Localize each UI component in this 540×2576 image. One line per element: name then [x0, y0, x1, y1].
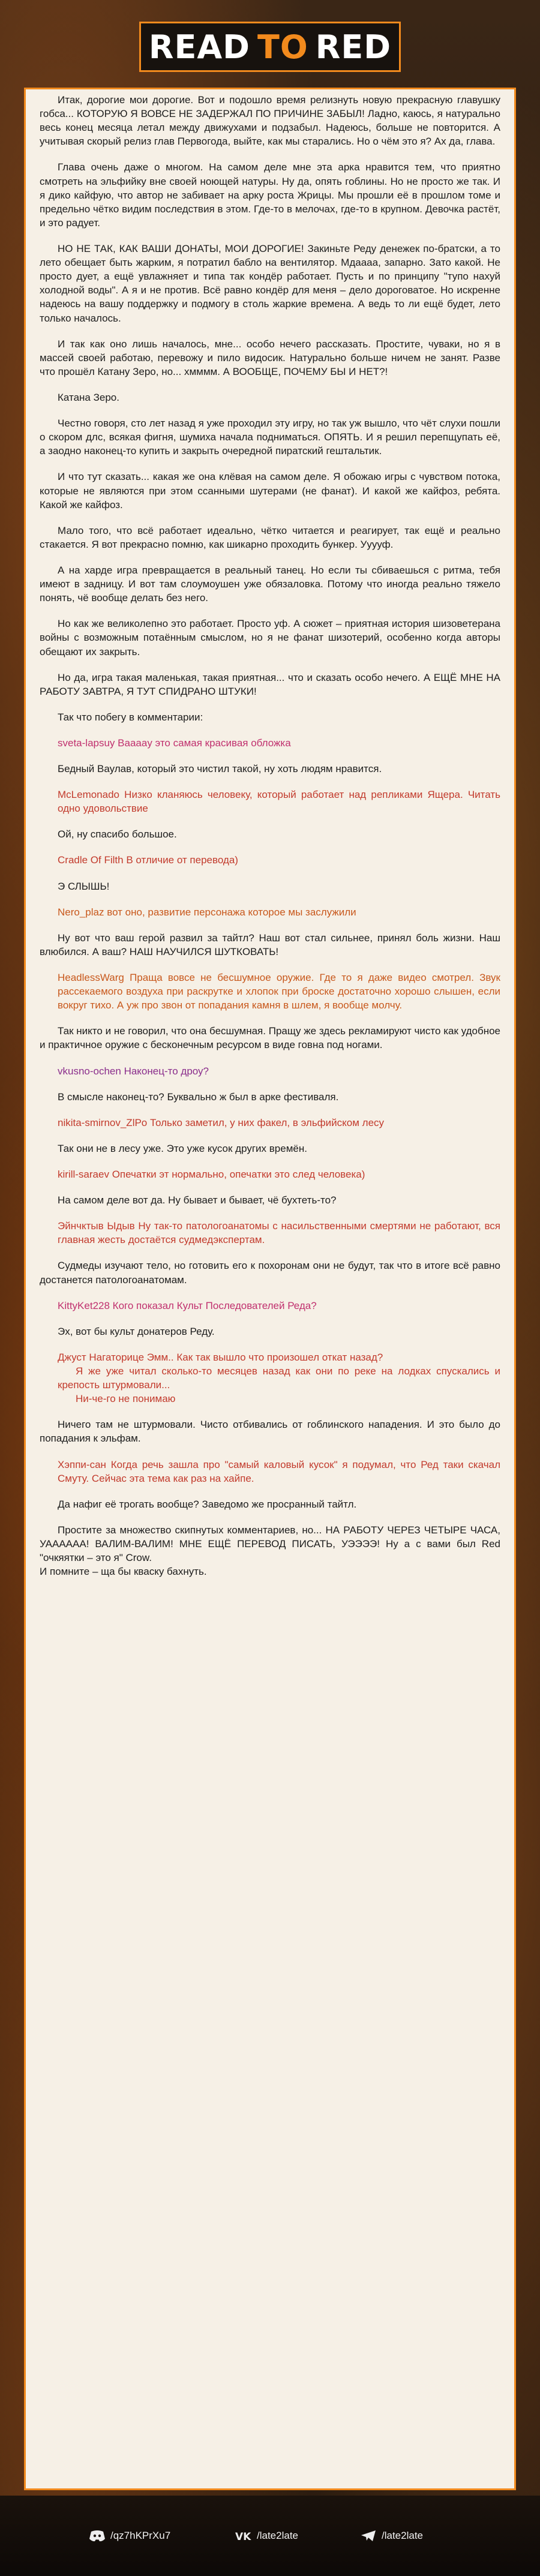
paragraph: Так никто и не говорил, что она бесшумная. Пращу же здесь рекламируют чисто как удобное и практичное оружие с бесконечным ресурсом в виде говна под ногами.: [40, 1025, 500, 1051]
paragraph: В смысле наконец-то? Буквально ж был в арке фестиваля.: [58, 1091, 339, 1103]
comment-text: вот оно, развитие персонажа которое мы заслужили: [104, 906, 356, 918]
comment-author: kirill-saraev: [58, 1169, 109, 1181]
reader-comment: [58, 788, 500, 815]
title-word-red: RED: [315, 28, 392, 66]
paragraph: Эх, вот бы культ донатеров Реду.: [58, 1325, 215, 1337]
comment-text: Опечатки эт нормально, опечатки это след человека): [109, 1169, 365, 1181]
comment-author: Nero_plaz: [58, 906, 104, 918]
comment-text: Эмм.. Как так вышло что произошел откат назад?: [144, 1351, 383, 1363]
title-word-to: TO: [257, 28, 308, 66]
paragraph: Бедный Ваулав, который это чистил такой, ну хоть людям нравится.: [58, 763, 382, 775]
comment-author: Джуст Нагаторице: [58, 1351, 145, 1363]
paragraph: Э СЛЫШЬ!: [58, 880, 110, 892]
paragraph: НО НЕ ТАК, КАК ВАШИ ДОНАТЫ, МОИ ДОРОГИЕ! Закиньте Реду денежек по-братски, а то лето обещает быть жарким, я потратил бабло на вентилятор. Мдаааа, запарно. Зато какой. Не просто дует, а ещё увлажняет и типа так кондёр работает. Пусть и по принципу "тупо нахуй холодной воды". А я и не против. Всё равно кондёр для меня – дело дороговатое. Но искренне надеюсь на вашу поддержку и подмогу в столь жаркие времена. А ведь то ли ещё будет, лето только началось.: [40, 242, 500, 324]
reader-comment: [58, 971, 500, 1012]
article-body: [40, 93, 500, 2484]
comment-text: Низко кланяюсь человеку, который работает над репликами Ящера. Читать одно удовольствие: [58, 789, 500, 815]
comment-text-line: Я же уже читал сколько-то месяцев назад как они по реке на лодках спускались и крепость штурмовали...: [58, 1365, 500, 1391]
paragraph: Простите за множество скипнутых комментариев, но... НА РАБОТУ ЧЕРЕЗ ЧЕТЫРЕ ЧАСА, УАААААА! ВАЛИМ-ВАЛИМ! МНЕ ЕЩЁ ПЕРЕВОД ПИСАТЬ, УЭЭЭЭ! Ну а с вами был Red "очкяятки – это я" Crow. И помните – ща бы кваску бахнуть.: [40, 1524, 500, 1578]
reader-comment: [58, 1350, 500, 1406]
comment-text-line: Ни-че-го не понимаю: [76, 1393, 176, 1405]
discord-link[interactable]: [89, 2527, 170, 2545]
vk-icon: [235, 2529, 252, 2542]
paragraph: Ну вот что ваш герой развил за тайтл? Наш вот стал сильнее, принял боль жизни. Наш влюбился. А ваш? НАШ НАУЧИЛСЯ ШУТКОВАТЬ!: [40, 932, 500, 957]
paragraph: Катана Зеро.: [58, 391, 119, 403]
reader-comment: [58, 853, 500, 867]
comment-author: Эйнчктыв Ыдыв: [58, 1220, 135, 1232]
discord-handle: /qz7hKPrXu7: [110, 2530, 171, 2541]
paragraph: На самом деле вот да. Ну бывает и бывает, чё бухтеть-то?: [58, 1194, 337, 1206]
reader-comment: [58, 1064, 500, 1078]
reader-comment: [58, 905, 500, 919]
paragraph: Честно говоря, сто лет назад я уже проходил эту игру, но так уж вышло, что чёт слухи пошли о скором длс, всякая фигня, шумиха начала подниматься. ОПЯТЬ. И я решил перепщупать её, а заодно наконец-то купить и закрыть очередной пиратский гештальтик.: [40, 418, 500, 457]
paragraph: Так они не в лесу уже. Это уже кусок других времён.: [58, 1142, 307, 1154]
paragraph: А на харде игра превращается в реальный танец. Но если ты сбиваешься с ритма, тебя имеют в задницу. И вот там слоумоушен уже обязаловка. Потому что иногда реально тяжело понять, чё вообще делать без него.: [40, 564, 500, 604]
paragraph: Мало того, что всё работает идеально, чётко читается и реагирует, так ещё и реально стакается. Я вот прекрасно помню, как шикарно проходить бункер. Ууууф.: [40, 524, 500, 550]
telegram-handle: /late2late: [382, 2530, 423, 2541]
vk-link[interactable]: [235, 2527, 298, 2545]
page-title-banner: [139, 22, 401, 72]
comment-author: Cradle Of Filth: [58, 854, 124, 866]
paragraph: Судмеды изучают тело, но готовить его к похоронам они не будут, так что в итоге всё равно достанется патологоанатомам.: [40, 1260, 500, 1286]
comment-text: Только заметил, у них факел, в эльфийском лесу: [147, 1116, 385, 1128]
comment-text: В отличие от перевода): [123, 854, 238, 866]
title-word-read: READ: [148, 28, 251, 66]
discord-icon: [89, 2529, 106, 2542]
telegram-link[interactable]: [360, 2527, 423, 2545]
reader-comment: [58, 1458, 500, 1485]
paragraph: Глава очень даже о многом. На самом деле мне эта арка нравится тем, что приятно смотреть на эльфийку вне своей ноющей натуры. Ну да, опять гоблины. Но не просто же так. И я дико кайфую, что автор не забивает на арку роста Жрицы. Мы прошли её в прошлом томе и предельно чётко видим последствия в этом. Где-то в мелочах, где-то в крупном. Девочка растёт, и это радует.: [40, 161, 500, 229]
paragraph: Итак, дорогие мои дорогие. Вот и подошло время релизнуть новую прекрасную главушку гобса... КОТОРУЮ Я ВОВСЕ НЕ ЗАДЕРЖАЛ ПО ПРИЧИНЕ ЗАБЫЛ! Ладно, каюсь, я натурально весь конец месяца летал между движухами и подзабыл. Надеюсь, больше не повторится. А учитывая скорый релиз глав Первогода, выйте, как мы старались. Но о чём это я? Ах да, глава.: [40, 94, 500, 148]
reader-comment: [58, 1167, 500, 1181]
comment-text: Вааааy это самая красивая обложка ️: [115, 737, 294, 749]
paragraph: Ой, ну спасибо большое.: [58, 828, 177, 840]
comment-text: Ну так-то патологоанатомы с насильственными смертями не работают, вся главная жесть достаётся судмедэкспертам.: [58, 1220, 500, 1246]
comment-author: nikita-smirnov_ZlPo: [58, 1116, 148, 1128]
reader-comment: [58, 1219, 500, 1247]
vk-handle: /late2late: [257, 2530, 298, 2541]
paragraph: И что тут сказать... какая же она клёвая на самом деле. Я обожаю игры с чувством потока, которые не являются при этом ссанными шутерами (не фанат). И какой же кайфоз, ребята. Какой же кайфоз.: [40, 471, 500, 511]
reader-comment: [58, 736, 500, 750]
comment-author: McLemonado: [58, 789, 120, 801]
comment-author: HeadlessWarg: [58, 972, 124, 984]
comment-author: Хэппи-сан: [58, 1458, 106, 1470]
svg-text:VK: VK: [235, 2531, 251, 2542]
comment-text: Наконец-то дроу?: [121, 1065, 209, 1077]
paragraph: И так как оно лишь началось, мне... особо нечего рассказать. Простите, чуваки, но я в массей своей работаю, перевожу и пило видосик. Натурально больше ничем не занят. Разве что прошёл Катану Зеро, но... хмммм. А ВООБЩЕ, ПОЧЕМУ БЫ И НЕТ?!: [40, 338, 500, 377]
paragraph: Ничего там не штурмовали. Чисто отбивались от гоблинского нападения. И это было до попадания к эльфам.: [40, 1419, 500, 1445]
paragraph: Да нафиг её трогать вообще? Заведомо же просранный тайтл.: [58, 1498, 357, 1510]
paragraph: Но как же великолепно это работает. Просто уф. А сюжет – приятная история шизоветерана войны с возможным потаённым смыслом, но я не фанат шизотерий, особенно когда авторы обещают их закрыть.: [40, 618, 500, 657]
paragraph: Но да, игра такая маленькая, такая приятная... что и сказать особо нечего. А ЕЩЁ МНЕ НА РАБОТУ ЗАВТРА, Я ТУТ СПИДРАНО ШТУКИ!: [40, 671, 500, 697]
reader-comment: [58, 1116, 500, 1130]
telegram-icon: [360, 2529, 377, 2542]
paragraph: Так что побегу в комментарии:: [58, 711, 203, 723]
comment-author: sveta-lapsuy: [58, 737, 115, 749]
comment-author: KittyKet228: [58, 1299, 110, 1311]
comment-author: vkusno-ochen: [58, 1065, 121, 1077]
reader-comment: [58, 1299, 500, 1313]
comment-text: Праща вовсе не бесшумное оружие. Где то я даже видео смотрел. Звук рассекаемого воздуха при раскрутке и хлопок при броске достаточно хорошо слышен, если вокруг тихо. А уж про звон от попадания камня в шлем, я вообще молчу.: [58, 972, 500, 1011]
comment-text: Кого показал Культ Последователей Реда?: [109, 1299, 317, 1311]
comment-text: Когда речь зашла про "самый каловый кусок" я подумал, что Ред таки скачал Смуту. Сейчас эта тема как раз на хайпе.: [58, 1458, 500, 1484]
